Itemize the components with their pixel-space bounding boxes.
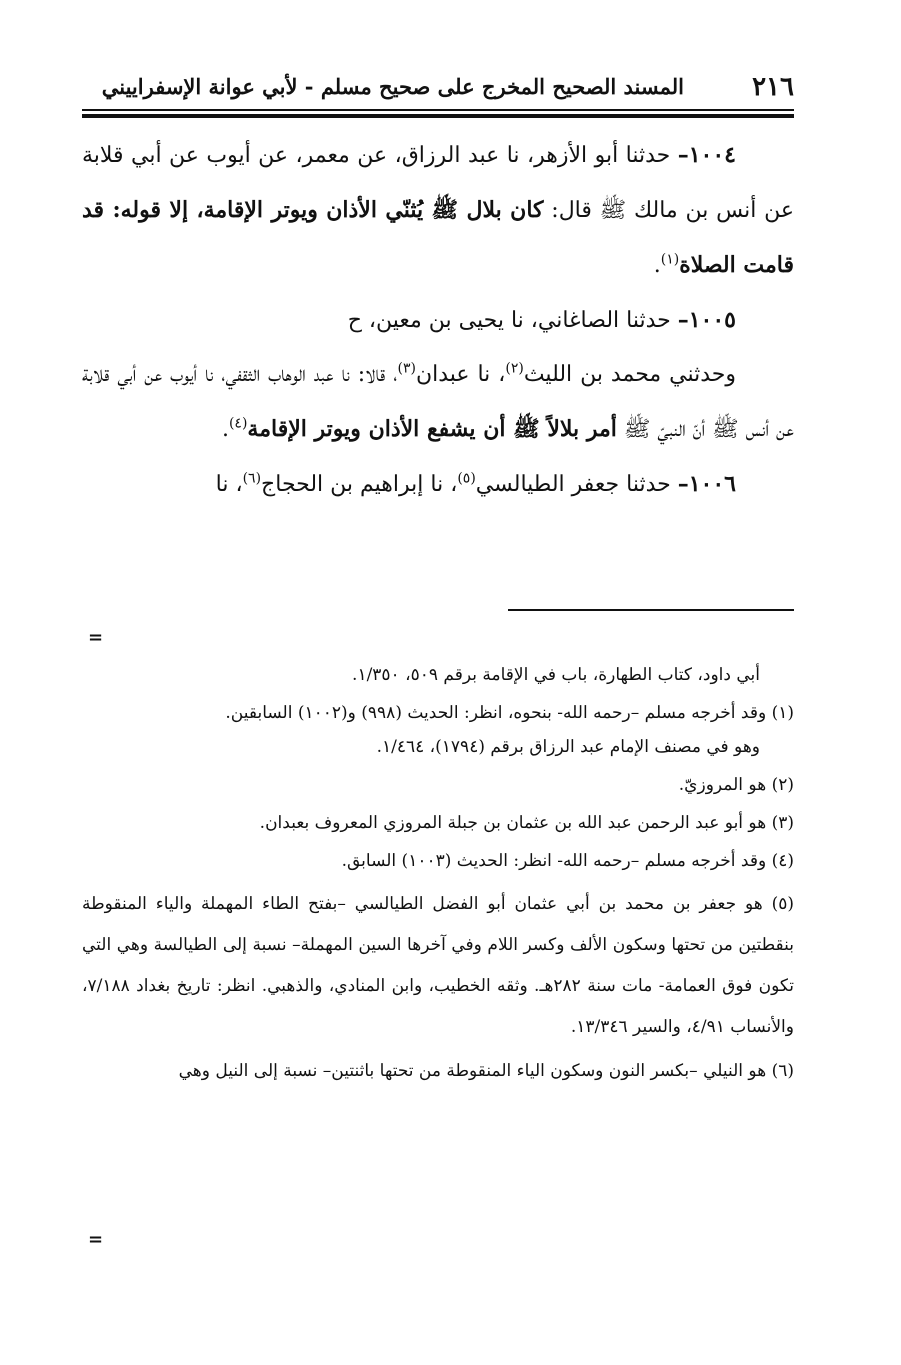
hadith-text: ، نا إبراهيم بن الحجاج (261, 472, 458, 497)
hadith-end: . (221, 417, 229, 442)
footnote-carry-over: أبي داود، كتاب الطهارة، باب في الإقامة برقم ٥٠٩، ١/٣٥٠. (352, 665, 760, 685)
hadith-number: ١٠٠٦– (677, 471, 736, 497)
hadith-text: ، قالا: نا عبد الوهاب الثقفي، نا أيوب عن أبي قلابة عن أنس ﷺ أنّ النبيّ ﷺ (82, 362, 794, 442)
footnote-4: (٤) وقد أخرجه مسلم –رحمه الله- انظر: الحديث (١٠٠٣) السابق. (341, 851, 794, 871)
hadith-number: ١٠٠٤– (677, 142, 736, 168)
page-header (82, 70, 794, 104)
footnote-2: (٢) هو المروزيّ. (678, 775, 794, 795)
continuation-mark-bottom: = (88, 1229, 104, 1250)
footnote-3: (٣) هو أبو عبد الرحمن عبد الله بن عثمان بن جبلة المروزي المعروف بعبدان. (259, 813, 794, 833)
hadith-bold-text: أمر بلالاً ﷺ أن يشفع الأذان ويوتر الإقامة (247, 416, 617, 442)
footnote-separator (508, 609, 794, 611)
header-rule-thick (82, 114, 794, 118)
footnote-ref: (٥) (457, 470, 476, 487)
footnotes (82, 660, 794, 1094)
header-rule-thin (82, 109, 794, 111)
main-text (82, 128, 794, 512)
footnote-1: (١) وقد أخرجه مسلم –رحمه الله- بنحوه، انظر: الحديث (٩٩٨) و(١٠٠٢) السابقين. (225, 703, 794, 723)
hadith-text: حدثنا الصاغاني، نا يحيى بن معين، ح (347, 308, 678, 333)
hadith-1005-continued (82, 348, 794, 457)
footnote-ref: (١) (660, 251, 680, 268)
footnote-ref: (٤) (228, 415, 248, 432)
continuation-mark-top: = (88, 627, 104, 648)
footnote-ref: (٢) (505, 360, 524, 377)
hadith-1004 (82, 128, 794, 293)
page-number: ٢١٦ (752, 72, 794, 102)
footnote-ref: (٣) (397, 360, 416, 377)
hadith-number: ١٠٠٥– (677, 307, 736, 333)
hadith-text: ، نا (215, 472, 243, 497)
footnote-6: (٦) هو النيلي –بكسر النون وسكون الياء المنقوطة من تحتها باثنتين– نسبة إلى النيل وهي (178, 1061, 794, 1081)
hadith-1005 (82, 293, 794, 348)
footnote-5: (٥) هو جعفر بن محمد بن أبي عثمان أبو الفضل الطيالسي –بفتح الطاء المهملة والياء المنقوطة بنقطتين من تحتها وسكون الألف وكسر اللام وفي آخرها السين المهملة– نسبة إلى الطيالسة وهي التي تكون فوق العمامة- مات سنة ٢٨٢هـ. وثقه الخطيب، وابن المنادي، والذهبي. انظر: تاريخ بغداد ٧/١٨٨، والأنساب ٤/٩١، والسير ١٣/٣٤٦. (82, 894, 795, 1037)
hadith-text: حدثنا جعفر الطيالسي (475, 472, 678, 497)
hadith-bold-text: كان بلال ﷺ يُثنّي الأذان ويوتر الإقامة، إلا قوله: قد قامت الصلاة (82, 197, 794, 278)
footnote-1-sub: وهو في مصنف الإمام عبد الرزاق برقم (١٧٩٤)، ١/٤٦٤. (376, 737, 760, 757)
running-title: المسند الصحيح المخرج على صحيح مسلم - لأبي عوانة الإسفراييني (101, 74, 684, 99)
hadith-1006 (82, 457, 794, 512)
hadith-text: حدثنا أبو الأزهر، نا عبد الرزاق، عن معمر، عن أيوب عن أبي قلابة عن أنس بن مالك ﷺ قال: (82, 143, 794, 223)
hadith-text: ، نا عبدان (415, 362, 506, 387)
footnote-ref: (٦) (242, 470, 262, 487)
hadith-text: وحدثني محمد بن الليث (523, 362, 737, 387)
hadith-end: . (653, 253, 661, 278)
